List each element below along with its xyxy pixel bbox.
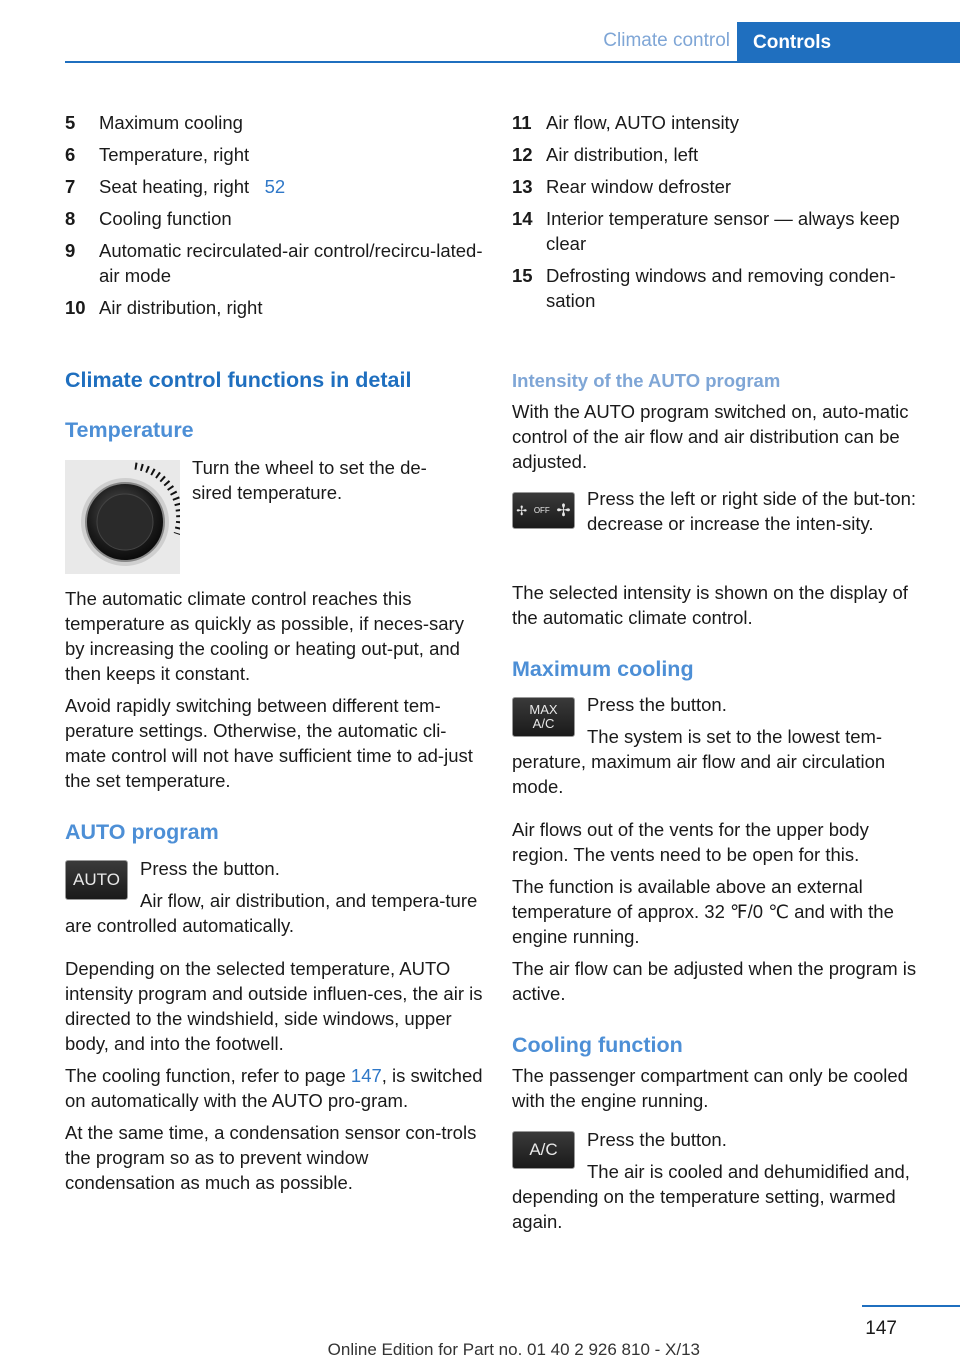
auto-paragraph: The cooling function, refer to page 147, is switched on automatically with the AUTO pro-gram.	[65, 1065, 483, 1111]
auto-paragraph: Depending on the selected temperature, AUTO intensity program and outside influen-ces, the air is directed to the windshield, side windows, upper body, and into the footwell.	[65, 958, 483, 1054]
list-item: 8 Cooling function	[65, 208, 232, 229]
max-paragraph: The air flow can be adjusted when the program is active.	[512, 958, 917, 1004]
heading-auto-program: AUTO program	[65, 820, 219, 844]
temperature-paragraph: Avoid rapidly switching between different tem-perature settings. Otherwise, the automatic cli-mate control will not have sufficient time to ad-just the set temperature.	[65, 695, 473, 791]
legend-list-left	[65, 110, 485, 327]
cooling-paragraph: The air is cooled and dehumidified and, depending on the temperature setting, warmed again.	[512, 1161, 910, 1232]
temperature-intro: Turn the wheel to set the de-sired temperature.	[192, 457, 427, 503]
fan-large-icon: ✢	[556, 500, 571, 520]
heading-temperature: Temperature	[65, 418, 194, 442]
max-ac-button-image: MAX A/C	[512, 697, 575, 737]
section-heading: Climate control functions in detail	[65, 368, 412, 392]
header-chapter-tab[interactable]: Controls	[737, 22, 960, 62]
legend-list-right	[512, 110, 932, 320]
heading-cooling-function: Cooling function	[512, 1033, 683, 1057]
list-item: 12 Air distribution, left	[512, 144, 699, 165]
header-section-title: Climate control	[603, 30, 730, 51]
max-paragraph: The system is set to the lowest tem-perature, maximum air flow and air circulation mode.	[512, 726, 886, 797]
intensity-paragraph: With the AUTO program switched on, auto-matic control of the air flow and air distribution can be adjusted.	[512, 401, 909, 472]
auto-button-image: AUTO	[65, 860, 128, 900]
list-item: 15 Defrosting windows and removing conden-sation	[512, 265, 896, 311]
list-item: 7 Seat heating, right 52	[65, 176, 286, 197]
max-paragraph: Air flows out of the vents for the upper body region. The vents need to be open for this.	[512, 819, 869, 865]
intensity-button-image: ✢ OFF ✢	[512, 492, 575, 529]
list-item: 5 Maximum cooling	[65, 112, 243, 133]
intensity-press-text: Press the left or right side of the but-ton: decrease or increase the inten-sity.	[587, 488, 917, 534]
cooling-paragraph: The passenger compartment can only be cooled with the engine running.	[512, 1065, 908, 1111]
ac-button-image: A/C	[512, 1131, 575, 1169]
cooling-press-text: Press the button.	[587, 1129, 727, 1150]
auto-paragraph: At the same time, a condensation sensor con-trols the program so as to prevent window condensation as much as possible.	[65, 1122, 477, 1193]
list-item: 14 Interior temperature sensor — always keep clear	[512, 208, 900, 254]
auto-paragraph: Air flow, air distribution, and tempera-ture are controlled automatically.	[65, 890, 478, 936]
max-paragraph: The function is available above an external temperature of approx. 32 ℉/0 ℃ and with the engine running.	[512, 876, 894, 947]
list-item: 6 Temperature, right	[65, 144, 250, 165]
header-rule	[65, 61, 960, 63]
footer-edition: Online Edition for Part no. 01 40 2 926 810 - X/13	[327, 1340, 700, 1359]
page-ref-link[interactable]: 52	[264, 176, 286, 197]
heading-maximum-cooling: Maximum cooling	[512, 657, 694, 681]
footer-rule	[862, 1305, 960, 1307]
fan-small-icon: ✢	[516, 502, 528, 518]
list-item: 11 Air flow, AUTO intensity	[512, 112, 739, 133]
list-item: 13 Rear window defroster	[512, 176, 732, 197]
list-item: 10 Air distribution, right	[65, 297, 263, 318]
temperature-paragraph: The automatic climate control reaches this temperature as quickly as possible, if neces-sary by increasing the cooling or heating out-put, and then keeps it constant.	[65, 588, 464, 684]
intensity-paragraph: The selected intensity is shown on the display of the automatic climate control.	[512, 582, 908, 628]
max-press-text: Press the button.	[587, 694, 727, 715]
heading-auto-intensity: Intensity of the AUTO program	[512, 370, 781, 391]
page-ref-link[interactable]: 147	[350, 1065, 382, 1086]
auto-press-text: Press the button.	[140, 858, 280, 879]
temperature-wheel-image	[65, 460, 180, 574]
page-number: 147	[865, 1318, 897, 1339]
list-item: 9 Automatic recirculated-air control/recircu-lated-air mode	[65, 240, 483, 286]
